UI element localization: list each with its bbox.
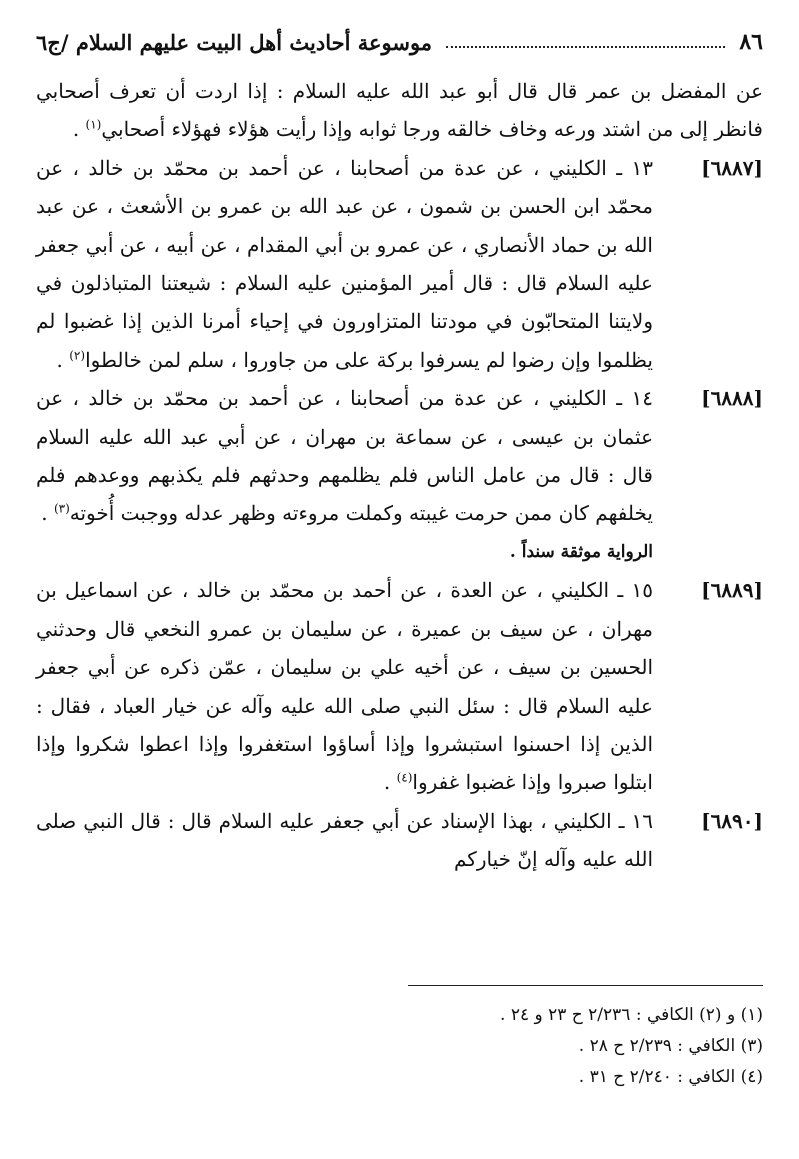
footnote-mark: (٢) [69,348,86,363]
hadith-text [36,379,653,533]
hadith-entry [36,379,763,533]
footnote-mark: (١) [85,117,102,132]
hadith-body: ١٦ ـ الكليني ، بهذا الإسناد عن أبي جعفر عليه السلام قال : قال النبي صلى الله عليه وآله إنّ خياركم [36,808,653,872]
page-number: ٨٦ [739,29,763,55]
footnote: (٤) الكافي : ٢/٢٤٠ ح ٣١ . [578,1067,763,1087]
page-header [36,22,763,62]
hadith-number: [٦٨٩٠] [701,808,763,833]
hadith-end: . [41,501,54,526]
intro-paragraph [36,72,763,149]
footnote: (٣) الكافي : ٢/٢٣٩ ح ٢٨ . [578,1036,763,1056]
hadith-body: ١٣ ـ الكليني ، عن عدة من أصحابنا ، عن أحمد بن محمّد بن خالد ، عن محمّد ابن الحسن بن شمون ، عن عبد الله بن عمرو بن الأشعث ، عن عبد الله بن حماد الأنصاري ، عن عمرو بن أبي المقدام ، عن أبيه ، عن أبي جعفر عليه السلام قال : قال أمير المؤمنين عليه السلام : شيعتنا المتباذلون في ولايتنا المتحابّون في مودتنا المتزاورون في إحياء أمرنا الذين إذا غضبوا لم يظلموا وإن رضوا لم يسرفوا بركة على من جاوروا ، سلم لمن خالطوا [36,155,653,372]
footnotes [36,1000,763,1093]
footnote-mark: (٤) [396,770,413,785]
hadith-number: [٦٨٨٩] [701,578,763,603]
hadith-text [36,802,653,879]
hadith-body: ١٥ ـ الكليني ، عن العدة ، عن أحمد بن محمّد بن خالد ، عن اسماعيل بن مهران ، عن سيف بن عميرة ، عن سليمان بن عمرو النخعي قال وحدثني الحسين بن سيف ، عن أخيه علي بن سليمان ، عمّن ذكره عن أبي جعفر عليه السلام قال : سئل النبي صلى الله عليه وآله عن خيار العباد ، فقال : الذين إذا احسنوا استبشروا وإذا أساؤوا استغفروا وإذا اعطوا شكروا وإذا ابتلوا صبروا وإذا غضبوا غفروا [36,578,653,795]
hadith-entry [36,802,763,879]
intro-text: عن المفضل بن عمر قال قال أبو عبد الله عليه السلام : إذا اردت أن تعرف أصحابي فانظر إلى من اشتد ورعه وخاف خالقه ورجا ثوابه وإذا رأيت هؤلاء فهؤلاء أصحابي [36,79,763,142]
hadith-text [36,149,653,379]
hadith-number: [٦٨٨٧] [701,155,763,180]
hadith-entry [36,571,763,801]
footnote-separator [408,985,763,986]
header-dot-leader [446,46,725,48]
hadith-number: [٦٨٨٨] [701,386,763,411]
footnote: (١) و (٢) الكافي : ٢/٢٣٦ ح ٢٣ و ٢٤ . [500,1005,763,1025]
running-title: موسوعة أحاديث أهل البيت عليهم السلام /ج٦ [36,29,433,55]
footnote-mark: (٣) [53,501,70,516]
page-body [36,72,763,879]
hadith-entry [36,149,763,379]
hadith-end: . [56,347,70,372]
chain-grading-note: الرواية موثقة سنداً . [509,541,653,562]
hadith-body: ١٤ ـ الكليني ، عن عدة من أصحابنا ، عن أحمد بن محمّد بن خالد ، عن عثمان بن عيسى ، عن سماعة بن مهران ، عن أبي عبد الله عليه السلام قال : قال من عامل الناس فلم يظلمهم وحدثهم فلم يكذبهم ووعدهم فلم يخلفهم كان ممن حرمت غيبته وكملت مروءته وظهر عدله ووجبت أُخوته [36,386,653,526]
intro-end: . [72,117,86,142]
hadith-end: . [383,770,397,795]
hadith-text [36,571,653,801]
